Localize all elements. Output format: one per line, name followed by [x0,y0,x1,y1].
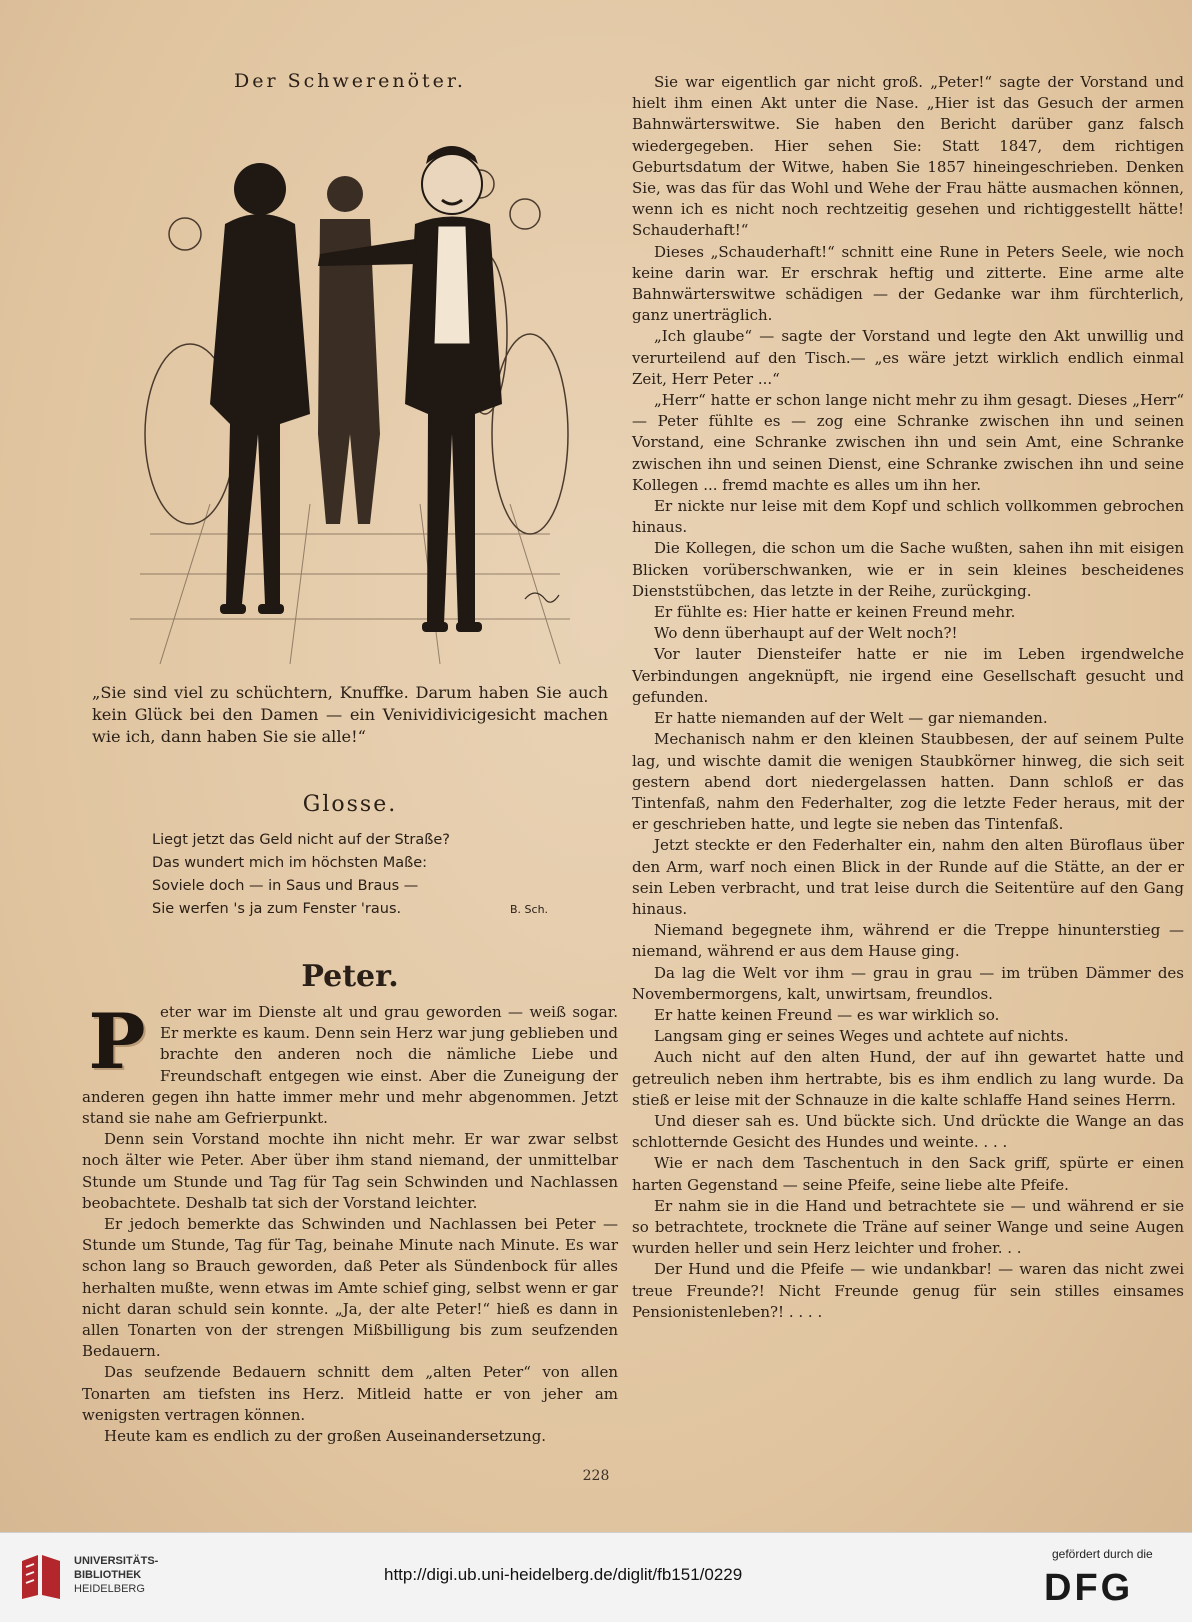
paragraph: Sie war eigentlich gar nicht groß. „Peter!“ sagte der Vorstand und hielt ihm einen Akt unter die Nase. „Hier ist das Gesuch der armen Bahnwärterswitwe. Sie haben den Bericht darüber ganz falsch wiedergegeben. Hier sehen Sie: Statt 1847, dem richtigen Geburtsdatum der Witwe, haben Sie 1857 hineingeschrieben. Denken Sie, was das für das Wohl und Wehe der Frau hätte ausmachen können, wenn ich es nicht noch rechtzeitig gesehen und richtiggestellt hätte! Schauderhaft!“ [632,73,1184,240]
library-name[interactable] [74,1554,158,1596]
paragraph: Er nickte nur leise mit dem Kopf und schlich vollkommen gebrochen hinaus. [632,497,1184,537]
poem-line: Soviele doch — in Saus und Braus — [152,878,419,894]
library-name-line: BIBLIOTHEK [74,1569,142,1581]
paragraph: Er jedoch bemerkte das Schwinden und Nachlassen bei Peter — Stunde um Stunde, Tag für Tag, beinahe Minute nach Minute. Es war schon lang so Brauch geworden, daß Peter als Sündenbock für alles herhalten mußte, wenn etwas im Amte schief ging, selbst wenn er gar nicht daran schuld sein konnte. „Ja, der alte Peter!“ hieß es dann in allen Tonarten von der strengen Mißbilligung bis zum seufzenden Bedauern. [82,1215,618,1361]
paragraph: Er fühlte es: Hier hatte er keinen Freund mehr. [654,603,1016,622]
first-paragraph-text: eter war im Dienste alt und grau geworden — weiß sogar. Er merkte es kaum. Denn sein Herz war jung geblieben und brachte den anderen noch die nämliche Liebe und Freundschaft entgegen wie einst. Aber die Zuneigung der anderen gegen ihn hatte immer mehr und mehr abgenommen. Jetzt stand sie nahe am Gefrierpunkt. [82,1003,618,1128]
dropcap-letter: P [88,997,146,1086]
paragraph: Langsam ging er seines Weges und achtete auf nichts. [654,1027,1069,1046]
poem-line-last [152,898,618,921]
paragraph: Die Kollegen, die schon um die Sache wußten, sahen ihn mit eisigen Blicken vorüberschwanken, wie er in sein kleines bescheidenes Dienststübchen, das letzte in der Reihe, zurückging. [632,539,1184,600]
paragraph: Er hatte keinen Freund — es war wirklich so. [654,1005,1000,1024]
library-name-line: UNIVERSITÄTS- [74,1555,159,1567]
story-title: Peter. [301,959,399,994]
poem-line: Liegt jetzt das Geld nicht auf der Straße? [152,832,450,848]
left-column [82,60,618,1447]
page-number: 228 [582,1468,610,1484]
digitization-footer [0,1532,1192,1622]
paragraph: „Ich glaube“ — sagte der Vorstand und legte den Akt unwillig und verurteilend auf den Tisch.— „es wäre jetzt wirklich endlich einmal Zeit, Herr Peter ...“ [632,327,1184,388]
poem-signature: B. Sch. [510,903,549,916]
glosse-title: Glosse. [302,792,398,817]
paragraph: Heute kam es endlich zu der großen Auseinandersetzung. [104,1427,547,1446]
paragraph: Er hatte niemanden auf der Welt — gar niemanden. [654,709,1048,728]
paragraph: Der Hund und die Pfeife — wie undankbar! — waren das nicht zwei treue Freunde?! Nicht Freunde genug für sein stilles einsames Pensionistenleben?! . . . . [632,1260,1184,1321]
illustration-caption: „Sie sind viel zu schüchtern, Knuffke. Darum haben Sie auch kein Glück bei den Damen — ein Venividivicigesicht machen wie ich, dann haben Sie sie alle!“ [92,683,608,746]
illustration-ballroom [130,104,570,664]
paragraph: Und dieser sah es. Und bückte sich. Und drückte die Wange an das schlotternde Gesicht des Hundes und weinte. . . . [632,1111,1184,1152]
paragraph: Wie er nach dem Taschentuch in den Sack griff, spürte er einen harten Gegenstand — seine Pfeife, seine liebe alte Pfeife. [632,1154,1184,1194]
library-name-line: HEIDELBERG [74,1583,145,1595]
paragraph: Jetzt steckte er den Federhalter ein, nahm den alten Büroflaus über den Arm, warf noch einen Blick in der Runde auf die Stätte, an der er sein Leben verbracht, und trat leise durch die Seitentüre auf den Gang hinaus. [632,836,1184,918]
paragraph: Mechanisch nahm er den kleinen Staubbesen, der auf seinem Pulte lag, und wischte damit die wenigen Staubkörner hinweg, die sich seit gestern abend dort niedergelassen hatten. Dann schloß er das Tintenfaß, nahm den Federhalter, zog die letzte Feder heraus, mit der er geschrieben hatte, und legte sie neben das Tintenfaß. [632,730,1184,834]
right-column [632,72,1184,1323]
dfg-logo[interactable]: DFG [1044,1567,1134,1609]
paragraph: Wo denn überhaupt auf der Welt noch?! [654,624,958,643]
paragraph: Er nahm sie in die Hand und betrachtete sie — und während er sie so betrachtete, trocknete die Träne auf seiner Wange und seine Augen wurden heller und sein Herz leichter und froher. . . [632,1196,1184,1258]
paragraph: Dieses „Schauderhaft!“ schnitt eine Rune in Peters Seele, wie noch keine darin war. Er erschrak heftig und zitterte. Eine arme alte Bahnwärterswitwe schädigen — der Gedanke war ihm fürchterlich, ganz unerträglich. [632,242,1184,325]
paragraph: Niemand begegnete ihm, während er die Treppe hinunterstieg — niemand, während er aus dem Hause ging. [632,921,1184,961]
poem-line: Das wundert mich im höchsten Maße: [152,855,428,871]
paragraph: Denn sein Vorstand mochte ihn nicht mehr. Er war zwar selbst noch älter wie Peter. Aber über ihm stand niemand, der unmittelbar Stunde um Stunde und Tag für Tag sein Schwinden und Nachlassen beobachtete. Deshalb tat sich der Vorstand leichter. [82,1130,618,1212]
source-url-link[interactable]: http://digi.ub.uni-heidelberg.de/diglit/fb151/0229 [384,1565,743,1584]
paragraph: Da lag die Welt vor ihm — grau in grau — im trüben Dämmer des Novembermorgens, kalt, unwirtsam, freundlos. [632,963,1184,1003]
glosse-poem [152,829,618,921]
library-book-icon[interactable] [18,1551,64,1601]
paragraph: Das seufzende Bedauern schnitt dem „alten Peter“ von allen Tonarten am tiefsten ins Herz. Mitleid hatte er von jeher am wenigsten vertragen können. [82,1363,618,1424]
funding-note: gefördert durch die [1052,1547,1153,1561]
paragraph: Vor lauter Diensteifer hatte er nie im Leben irgendwelche Verbindungen angeknüpft, nie irgend eine Gesellschaft gesucht und gefunden. [632,645,1184,706]
first-paragraph [82,997,618,1129]
poem-line: Sie werfen 's ja zum Fenster 'raus. [152,901,402,917]
paragraph: Auch nicht auf den alten Hund, der auf ihn gewartet hatte und getreulich neben ihm hertrabte, bis es ihm endlich zu lang wurde. Da stieß er leise mit der Schnauze in die kalte schlaffe Hand seines Herrn. [632,1048,1184,1109]
paragraph: „Herr“ hatte er schon lange nicht mehr zu ihm gesagt. Dieses „Herr“ — Peter fühlte es — zog eine Schranke zwischen ihn und seinen Vorstand, eine Schranke zwischen ihn und sein Amt, eine Schranke zwischen ihn und seinen Dienst, eine Schranke zwischen ihn und seine Kollegen ... fremd machte es alles um ihn her. [632,391,1184,494]
illustration-title: Der Schwerenöter. [234,70,466,92]
